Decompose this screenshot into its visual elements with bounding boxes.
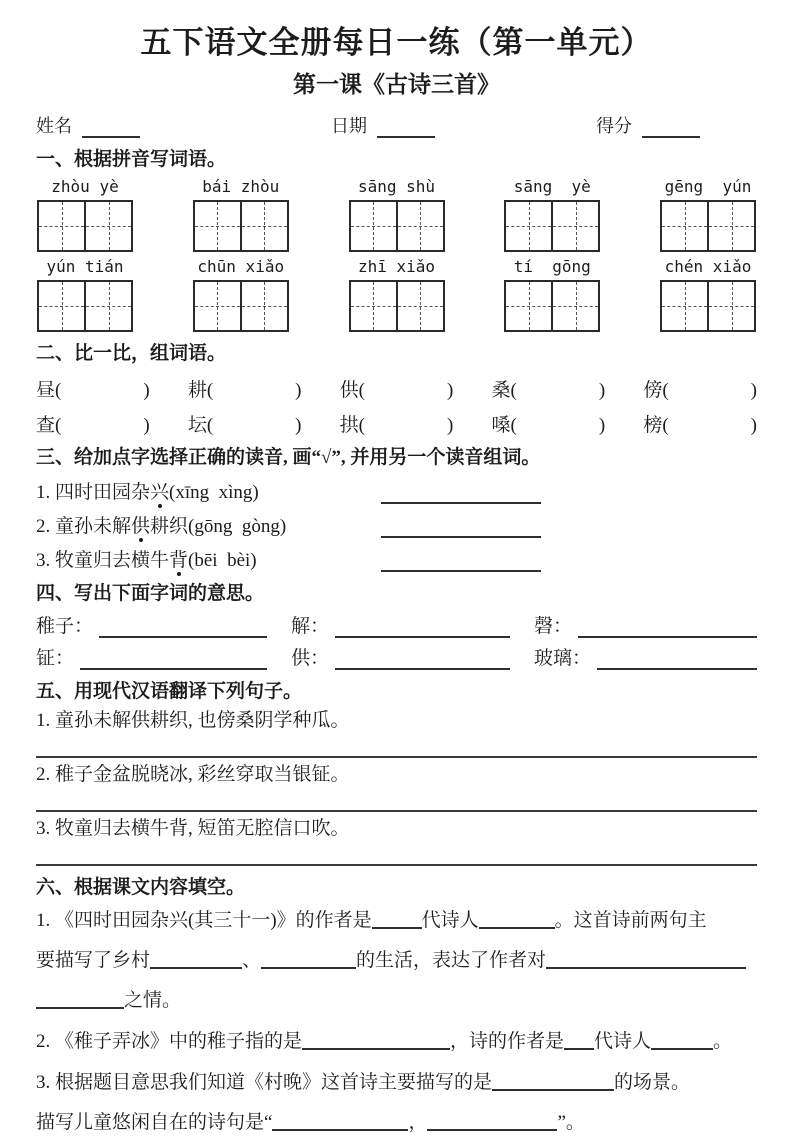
header-fields-row	[36, 114, 757, 138]
reading-item	[36, 513, 757, 538]
paren-open: (	[55, 380, 62, 401]
paren-close: )	[598, 380, 606, 401]
header-field-blank[interactable]	[377, 124, 435, 138]
compare-item	[643, 410, 757, 436]
grid-cell[interactable]	[240, 202, 287, 250]
paren-close: )	[447, 380, 454, 401]
term-label: 解：	[291, 616, 330, 637]
pinyin-label: bái zhòu	[202, 177, 280, 196]
writing-grid[interactable]	[504, 280, 600, 332]
compare-char: 耕	[187, 380, 207, 401]
pinyin-row-2	[36, 257, 757, 332]
grid-cell[interactable]	[195, 282, 240, 330]
compare-item	[340, 410, 454, 436]
fill-blank[interactable]	[372, 915, 422, 929]
grid-cell[interactable]	[351, 202, 396, 250]
fill-blank[interactable]	[272, 1117, 408, 1131]
terms-row-1	[36, 614, 757, 638]
compare-char: 查	[36, 415, 56, 436]
paren-open: (	[510, 380, 517, 401]
fill-blank[interactable]	[36, 995, 124, 1009]
grid-cell[interactable]	[506, 282, 551, 330]
page-title: 五下语文全册每日一练（第一单元）	[140, 25, 653, 60]
header-field	[331, 112, 596, 138]
writing-grid[interactable]	[660, 280, 756, 332]
paren-close: )	[143, 380, 150, 401]
pinyin-item	[348, 257, 446, 332]
compare-item	[36, 410, 150, 436]
pinyin-label: yún tián	[46, 257, 124, 276]
paren-close: )	[750, 415, 757, 436]
grid-cell[interactable]	[84, 202, 131, 250]
fill-item: 1. 《四时田园杂兴(其三十一)》的作者是 代诗人 。这首诗前两句主 要描写了乡村 、 的生活，表达了作者对 之情。	[36, 901, 757, 1021]
translate-item	[36, 708, 757, 758]
page-subtitle: 第一课《古诗三首》	[293, 71, 500, 97]
compare-char: 桑	[491, 380, 511, 401]
term-label: 供：	[291, 648, 330, 669]
paren-open: (	[510, 415, 517, 436]
translate-items	[36, 708, 757, 866]
term-item	[36, 614, 291, 638]
pinyin-item	[503, 177, 601, 252]
reading-text: 3. 牧童归去横牛背(bēi bèi)	[36, 545, 381, 572]
fill-blank[interactable]	[651, 1036, 713, 1050]
compare-char: 昼	[36, 380, 56, 401]
section-3-heading: 三、给加点字选择正确的读音, 画“√”, 并用另一个读音组词。	[36, 447, 541, 468]
fill-blank[interactable]	[302, 1036, 450, 1050]
grid-cell[interactable]	[662, 282, 707, 330]
paren-close: )	[295, 415, 302, 436]
header-field-blank[interactable]	[642, 124, 700, 138]
pinyin-row-1	[36, 177, 757, 252]
translate-sentence: 2. 稚子金盆脱晓冰, 彩丝穿取当银钲。	[36, 764, 350, 785]
grid-cell[interactable]	[707, 282, 754, 330]
grid-cell[interactable]	[551, 282, 598, 330]
compare-item	[491, 375, 605, 401]
header-field	[596, 112, 700, 138]
term-label: 稚子：	[36, 616, 94, 637]
fill-item: 2. 《稚子弄冰》中的稚子指的是 ，诗的作者是 代诗人 。	[36, 1031, 733, 1052]
reading-item	[36, 479, 757, 504]
reading-text: 1. 四时田园杂兴(xīng xìng)	[36, 477, 381, 504]
section-6-heading: 六、根据课文内容填空。	[36, 877, 246, 898]
paren-close: )	[143, 415, 150, 436]
term-blank[interactable]	[80, 656, 267, 670]
grid-cell[interactable]	[84, 282, 131, 330]
reading-text: 2. 童孙未解供耕织(gōng gòng)	[36, 511, 381, 538]
term-blank[interactable]	[335, 656, 510, 670]
header-field-label: 得分	[596, 116, 632, 136]
header-field-label: 日期	[331, 116, 367, 136]
grid-cell[interactable]	[39, 282, 84, 330]
pinyin-item	[192, 257, 290, 332]
compare-row-1	[36, 375, 757, 401]
paren-open: (	[358, 415, 365, 436]
header-field	[36, 112, 331, 138]
pinyin-label: sāng yè	[513, 177, 591, 196]
section-2-heading: 二、比一比，组词语。	[36, 343, 227, 364]
grid-cell[interactable]	[195, 202, 240, 250]
translate-item	[36, 816, 757, 866]
compare-item	[643, 375, 757, 401]
compare-item	[36, 375, 150, 401]
compare-char: 坛	[187, 415, 207, 436]
translate-answer-line[interactable]	[36, 842, 757, 866]
paren-open: (	[662, 380, 669, 401]
answer-blank[interactable]	[381, 520, 541, 538]
fill-blank[interactable]	[479, 915, 555, 929]
pinyin-item	[503, 257, 601, 332]
pinyin-label: chūn xiǎo	[197, 257, 285, 276]
terms-row-2	[36, 646, 757, 670]
compare-item	[491, 410, 605, 436]
reading-item	[36, 547, 757, 572]
writing-grid[interactable]	[349, 200, 445, 252]
translate-sentence: 3. 牧童归去横牛背, 短笛无腔信口吹。	[36, 818, 350, 839]
grid-cell[interactable]	[39, 202, 84, 250]
paren-open: (	[206, 380, 214, 401]
section-5-heading: 五、用现代汉语翻译下列句子。	[36, 681, 303, 702]
paren-open: (	[55, 415, 62, 436]
grid-cell[interactable]	[396, 282, 443, 330]
term-item	[534, 646, 757, 670]
grid-cell[interactable]	[240, 282, 287, 330]
grid-cell[interactable]	[351, 282, 396, 330]
writing-grid[interactable]	[193, 280, 289, 332]
reading-items	[36, 479, 757, 572]
grid-cell[interactable]	[506, 202, 551, 250]
translate-answer-line[interactable]	[36, 788, 757, 812]
writing-grid[interactable]	[660, 200, 756, 252]
pinyin-item	[36, 177, 134, 252]
term-label: 钲：	[36, 648, 75, 669]
compare-item	[340, 375, 454, 401]
term-item	[36, 646, 291, 670]
writing-grid[interactable]	[37, 280, 133, 332]
compare-char: 傍	[643, 380, 663, 401]
translate-item	[36, 762, 757, 812]
fill-blank[interactable]	[150, 955, 242, 969]
fill-items	[36, 901, 757, 1143]
grid-cell[interactable]	[396, 202, 443, 250]
fill-blank[interactable]	[427, 1117, 557, 1131]
section-1-heading: 一、根据拼音写词语。	[36, 149, 227, 170]
compare-char: 榜	[643, 415, 663, 436]
writing-grid[interactable]	[349, 280, 445, 332]
fill-blank[interactable]	[564, 1036, 594, 1050]
translate-sentence: 1. 童孙未解供耕织, 也傍桑阴学种瓜。	[36, 710, 350, 731]
fill-item: 3. 根据题目意思我们知道《村晚》这首诗主要描写的是 的场景。 描写儿童悠闲自在的诗句是“ ， ”。	[36, 1072, 691, 1133]
pinyin-item	[192, 177, 290, 252]
paren-close: )	[447, 415, 454, 436]
term-item	[291, 614, 534, 638]
writing-grid[interactable]	[37, 200, 133, 252]
compare-row-2	[36, 410, 757, 436]
paren-close: )	[598, 415, 606, 436]
pinyin-label: gēng yún	[664, 177, 752, 196]
grid-cell[interactable]	[707, 202, 754, 250]
term-blank[interactable]	[335, 624, 510, 638]
pinyin-label: sāng shù	[357, 177, 436, 196]
writing-grid[interactable]	[193, 200, 289, 252]
term-blank[interactable]	[578, 624, 757, 638]
pinyin-label: zhī xiǎo	[357, 257, 436, 276]
pinyin-label: chén xiǎo	[664, 257, 752, 276]
paren-close: )	[295, 380, 302, 401]
pinyin-item	[348, 177, 446, 252]
writing-grid[interactable]	[504, 200, 600, 252]
compare-char: 嗓	[491, 415, 511, 436]
term-label: 磬：	[534, 616, 573, 637]
grid-cell[interactable]	[551, 202, 598, 250]
paren-close: )	[750, 380, 757, 401]
compare-item	[188, 410, 302, 436]
pinyin-label: zhòu yè	[51, 177, 119, 196]
compare-item	[188, 375, 302, 401]
term-item	[291, 646, 534, 670]
header-field-label: 姓名	[36, 116, 72, 136]
pinyin-item	[659, 257, 757, 332]
pinyin-item	[659, 177, 757, 252]
fill-blank[interactable]	[492, 1077, 614, 1091]
emphasized-char: 兴	[150, 477, 169, 504]
answer-blank[interactable]	[381, 554, 541, 572]
section-4-heading: 四、写出下面字词的意思。	[36, 583, 265, 604]
pinyin-label: tí gōng	[513, 257, 591, 276]
term-label: 玻璃：	[534, 648, 592, 669]
answer-blank[interactable]	[381, 486, 541, 504]
term-blank[interactable]	[99, 624, 267, 638]
term-blank[interactable]	[597, 656, 757, 670]
fill-blank[interactable]	[261, 955, 356, 969]
paren-open: (	[206, 415, 214, 436]
paren-open: (	[358, 380, 365, 401]
compare-char: 供	[339, 380, 359, 401]
header-field-blank[interactable]	[82, 124, 140, 138]
emphasized-char: 背	[169, 545, 188, 572]
emphasized-char: 供	[131, 511, 150, 538]
paren-open: (	[662, 415, 669, 436]
translate-answer-line[interactable]	[36, 734, 757, 758]
grid-cell[interactable]	[662, 202, 707, 250]
pinyin-item	[36, 257, 134, 332]
compare-char: 拱	[339, 415, 359, 436]
term-item	[534, 614, 757, 638]
fill-blank[interactable]	[546, 955, 746, 969]
